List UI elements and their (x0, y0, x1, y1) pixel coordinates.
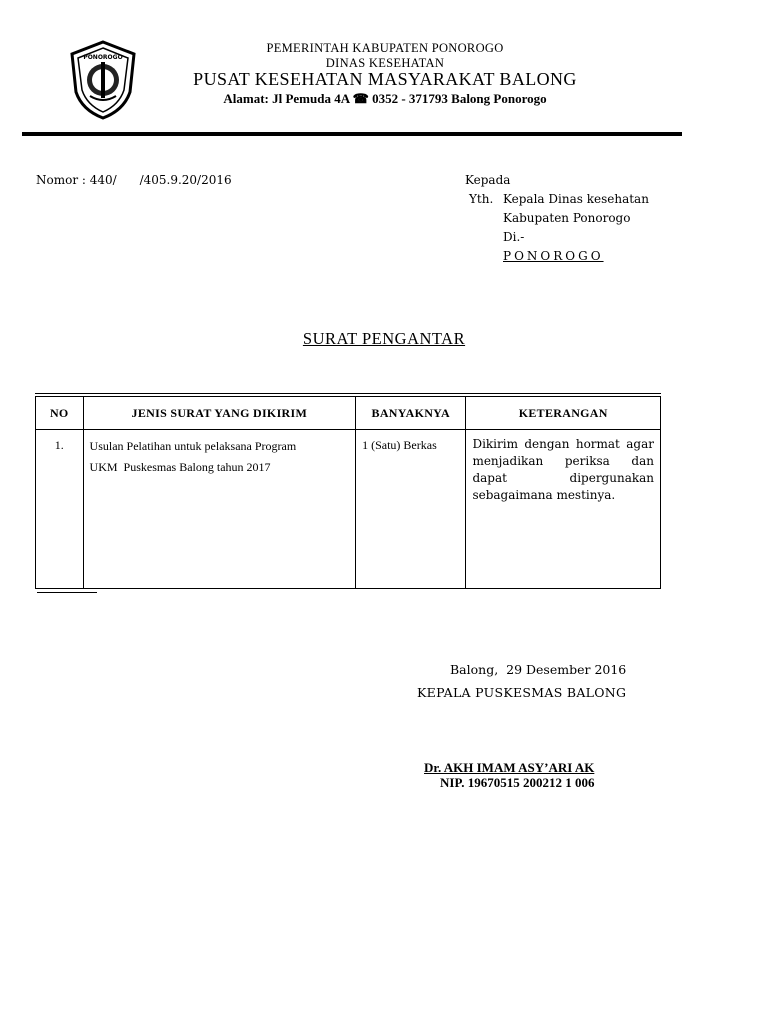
recipient: Kepala Dinas kesehatan (503, 192, 649, 206)
letter-number: Nomor : 440/ /405.9.20/2016 (36, 173, 232, 187)
col-banyaknya-header: BANYAKNYA (356, 397, 466, 430)
yth-label: Yth. (469, 192, 494, 206)
signatory-nip: NIP. 19670515 200212 1 006 (440, 775, 595, 790)
header-institution: PUSAT KESEHATAN MASYARAKAT BALONG (193, 69, 577, 89)
letter-title: SURAT PENGANTAR (302, 329, 466, 348)
di-label: Di.- (503, 230, 525, 244)
header-department: DINAS KESEHATAN (325, 56, 445, 70)
cell-no: 1. (36, 430, 84, 589)
cell-jenis-line1: Usulan Pelatihan untuk pelaksana Program (89, 439, 297, 453)
cell-keterangan-text: Dikirim dengan hormat agar menjadikan periksa dan dapat dipergunakan sebagaimana mestinya. (472, 437, 654, 502)
document-table (35, 396, 661, 589)
table-header-row (36, 397, 661, 430)
header-address: Alamat: Jl Pemuda 4A ☎ 0352 - 371793 Balong Ponorogo (223, 91, 547, 106)
signatory-name: Dr. AKH IMAM ASY’ARI AK (424, 760, 595, 775)
col-no-header: NO (36, 397, 84, 430)
table-row (36, 430, 661, 589)
cell-banyaknya: 1 (Satu) Berkas (356, 430, 466, 589)
cell-jenis-line2: UKM Puskesmas Balong tahun 2017 (89, 460, 271, 474)
logo-text: PONOROGO (83, 54, 123, 61)
header-divider (22, 132, 682, 136)
recipient-regency: Kabupaten Ponorogo (503, 211, 631, 225)
regency-logo (68, 40, 138, 120)
cell-jenis (83, 430, 356, 589)
cell-keterangan (466, 430, 661, 589)
kepada-label: Kepada (465, 173, 511, 187)
col-keterangan-header: KETERANGAN (466, 397, 661, 430)
col-jenis-header: JENIS SURAT YANG DIKIRIM (83, 397, 356, 430)
header-government: PEMERINTAH KABUPATEN PONOROGO (266, 41, 504, 55)
recipient-city: PONOROGO (503, 249, 604, 263)
short-rule (37, 592, 97, 593)
table-top-rule (35, 393, 661, 394)
place-date: Balong, 29 Desember 2016 (450, 662, 627, 677)
signatory-position: KEPALA PUSKESMAS BALONG (417, 685, 627, 700)
